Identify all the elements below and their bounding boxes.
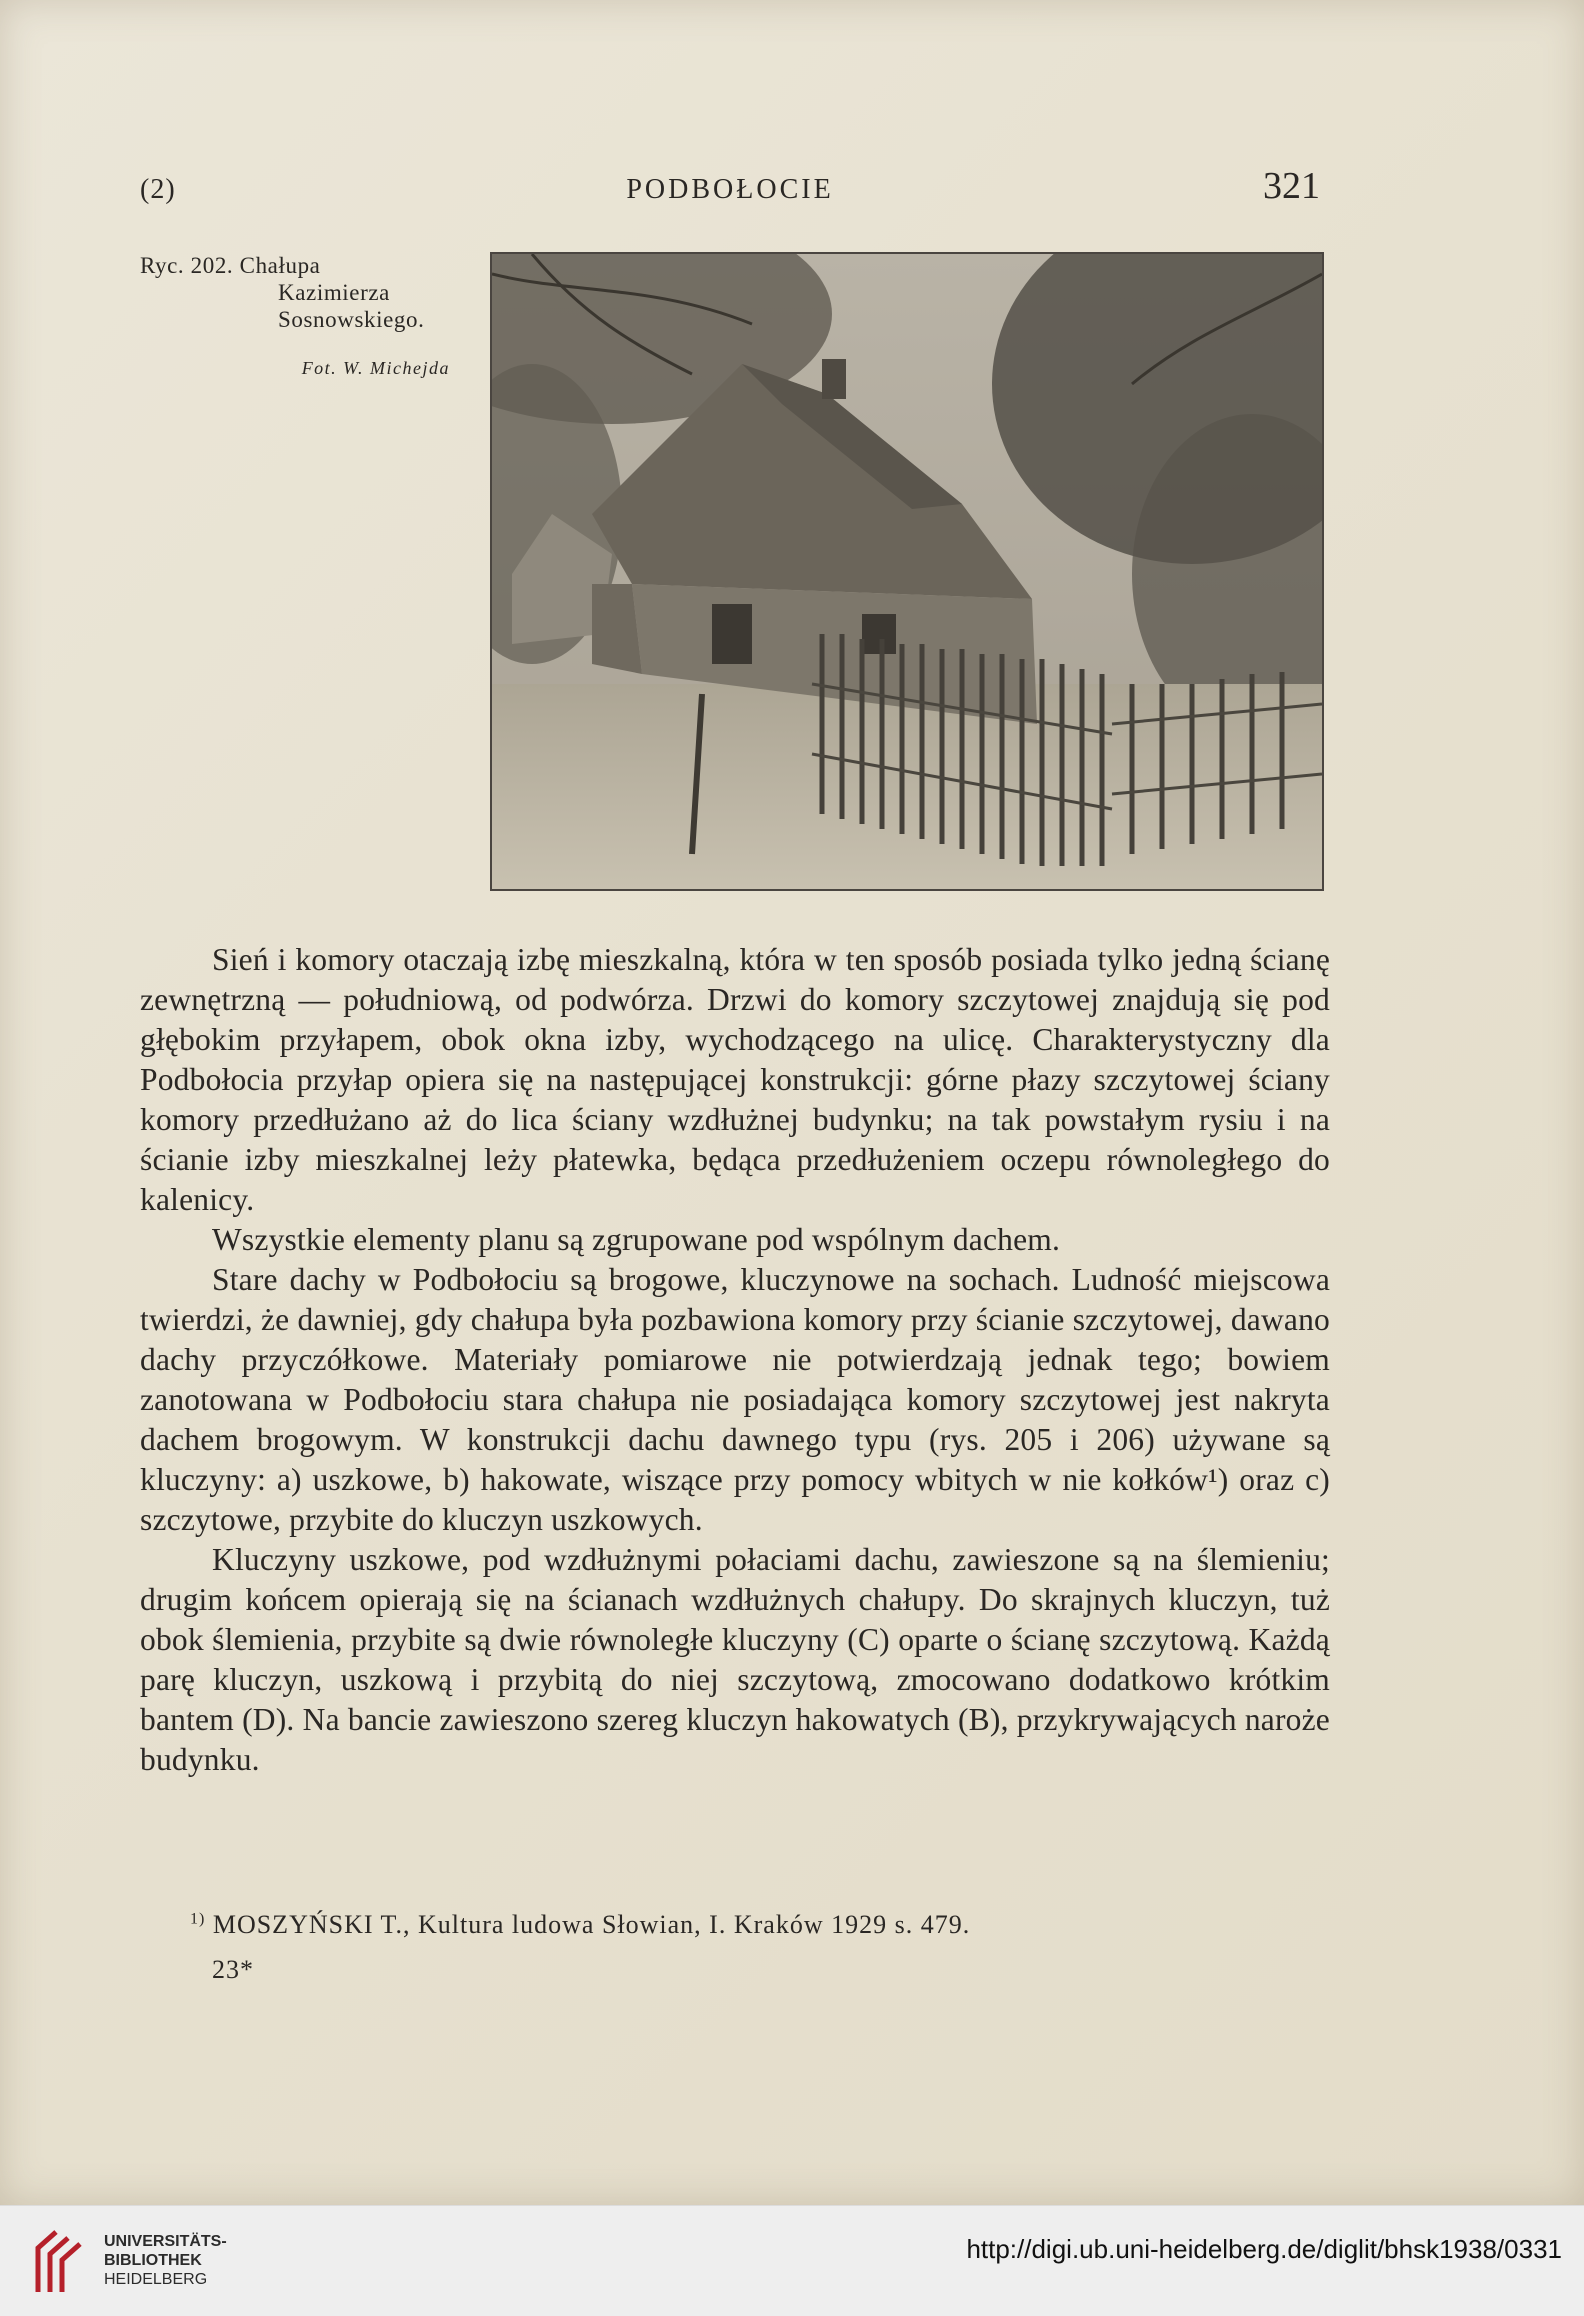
paragraph: Stare dachy w Podbołociu są brogowe, kluczynowe na sochach. Ludność miejscowa twierdzi, że dawniej, gdy chałupa była pozbawiona komory przy ścianie szczytowej, dawano dachy przyczółkowe. Materiały pomiarowe nie potwierdzają jednak tego; bowiem zanotowana w Podbołociu stara chałupa nie posiadająca komory szczytowej jest nakryta dachem brogowym. W konstrukcji dachu dawnego typu (rys. 205 i 206) używane są kluczyny: a) uszkowe, b) hakowate, wiszące przy pomocy wbitych w nie kołków¹) oraz c) szczytowe, przybite do kluczyn uszkowych. bbox=[140, 1262, 1330, 1537]
source-url[interactable]: http://digi.ub.uni-heidelberg.de/diglit/bhsk1938/0331 bbox=[966, 2234, 1562, 2264]
photo-credit: Fot. W. Michejda bbox=[301, 358, 450, 378]
caption-line: Kazimierza bbox=[278, 280, 390, 305]
caption-line: Sosnowskiego. bbox=[278, 307, 425, 332]
footnote bbox=[190, 1910, 1290, 1940]
caption-first-line bbox=[140, 252, 460, 279]
figure-caption bbox=[140, 252, 460, 382]
library-name-line: UNIVERSITÄTS- bbox=[104, 2233, 227, 2250]
library-logo-icon bbox=[34, 2228, 94, 2296]
footnote-marker: 1) bbox=[190, 1910, 206, 1928]
caption-line: Chałupa bbox=[239, 253, 321, 278]
footnote-text: MOSZYŃSKI T., Kultura ludowa Słowian, I. Kraków 1929 s. 479. bbox=[212, 1910, 971, 1939]
library-name-line: BIBLIOTHEK bbox=[104, 2252, 202, 2269]
signature-mark: 23* bbox=[212, 1955, 254, 1984]
page-number: 321 bbox=[1263, 165, 1320, 207]
paragraph: Kluczyny uszkowe, pod wzdłużnymi połaciami dachu, zawieszone są na ślemieniu; drugim końcem opierają się na ścianach wzdłużnych chałupy. Do skrajnych kluczyn, tuż obok ślemienia, przybite są dwie równoległe kluczyny (C) oparte o ścianę szczytową. Każdą parę kluczyn, uszkową i przybitą do niej szczytową, zmocowano dodatkowo krótkim bantem (D). Na bancie zawieszono szereg kluczyn hakowatych (B), przykrywających naroże budynku. bbox=[140, 1542, 1330, 1777]
figure-photo bbox=[490, 252, 1324, 891]
running-title: PODBOŁOCIE bbox=[626, 174, 834, 205]
library-footer bbox=[0, 2205, 1584, 2316]
body-text bbox=[140, 940, 1330, 1780]
section-mark: (2) bbox=[140, 174, 176, 205]
paragraph: Wszystkie elementy planu są zgrupowane pod wspólnym dachem. bbox=[212, 1222, 1061, 1257]
library-name-line: HEIDELBERG bbox=[104, 2271, 208, 2288]
photo-house-illustration bbox=[492, 254, 1322, 889]
library-name bbox=[104, 2232, 227, 2289]
paragraph: Sień i komory otaczają izbę mieszkalną, która w ten sposób posiada tylko jedną ścianę zewnętrzną — południową, od podwórza. Drzwi do komory szczytowej znajdują się pod głębokim przyłapem, obok okna izby, wychodzącego na ulicę. Charakterystyczny dla Podbołocia przyłap opiera się na następującej konstrukcji: górne płazy szczytowej ściany komory przedłużano aż do lica ściany wzdłużnej budynku; na tak powstałym rysiu i na ścianie izby mieszkalnej leży płatewka, będąca przedłużeniem oczepu równoległego do kalenicy. bbox=[140, 942, 1330, 1217]
caption-label: Ryc. 202. bbox=[140, 253, 234, 278]
running-head bbox=[140, 165, 1320, 214]
